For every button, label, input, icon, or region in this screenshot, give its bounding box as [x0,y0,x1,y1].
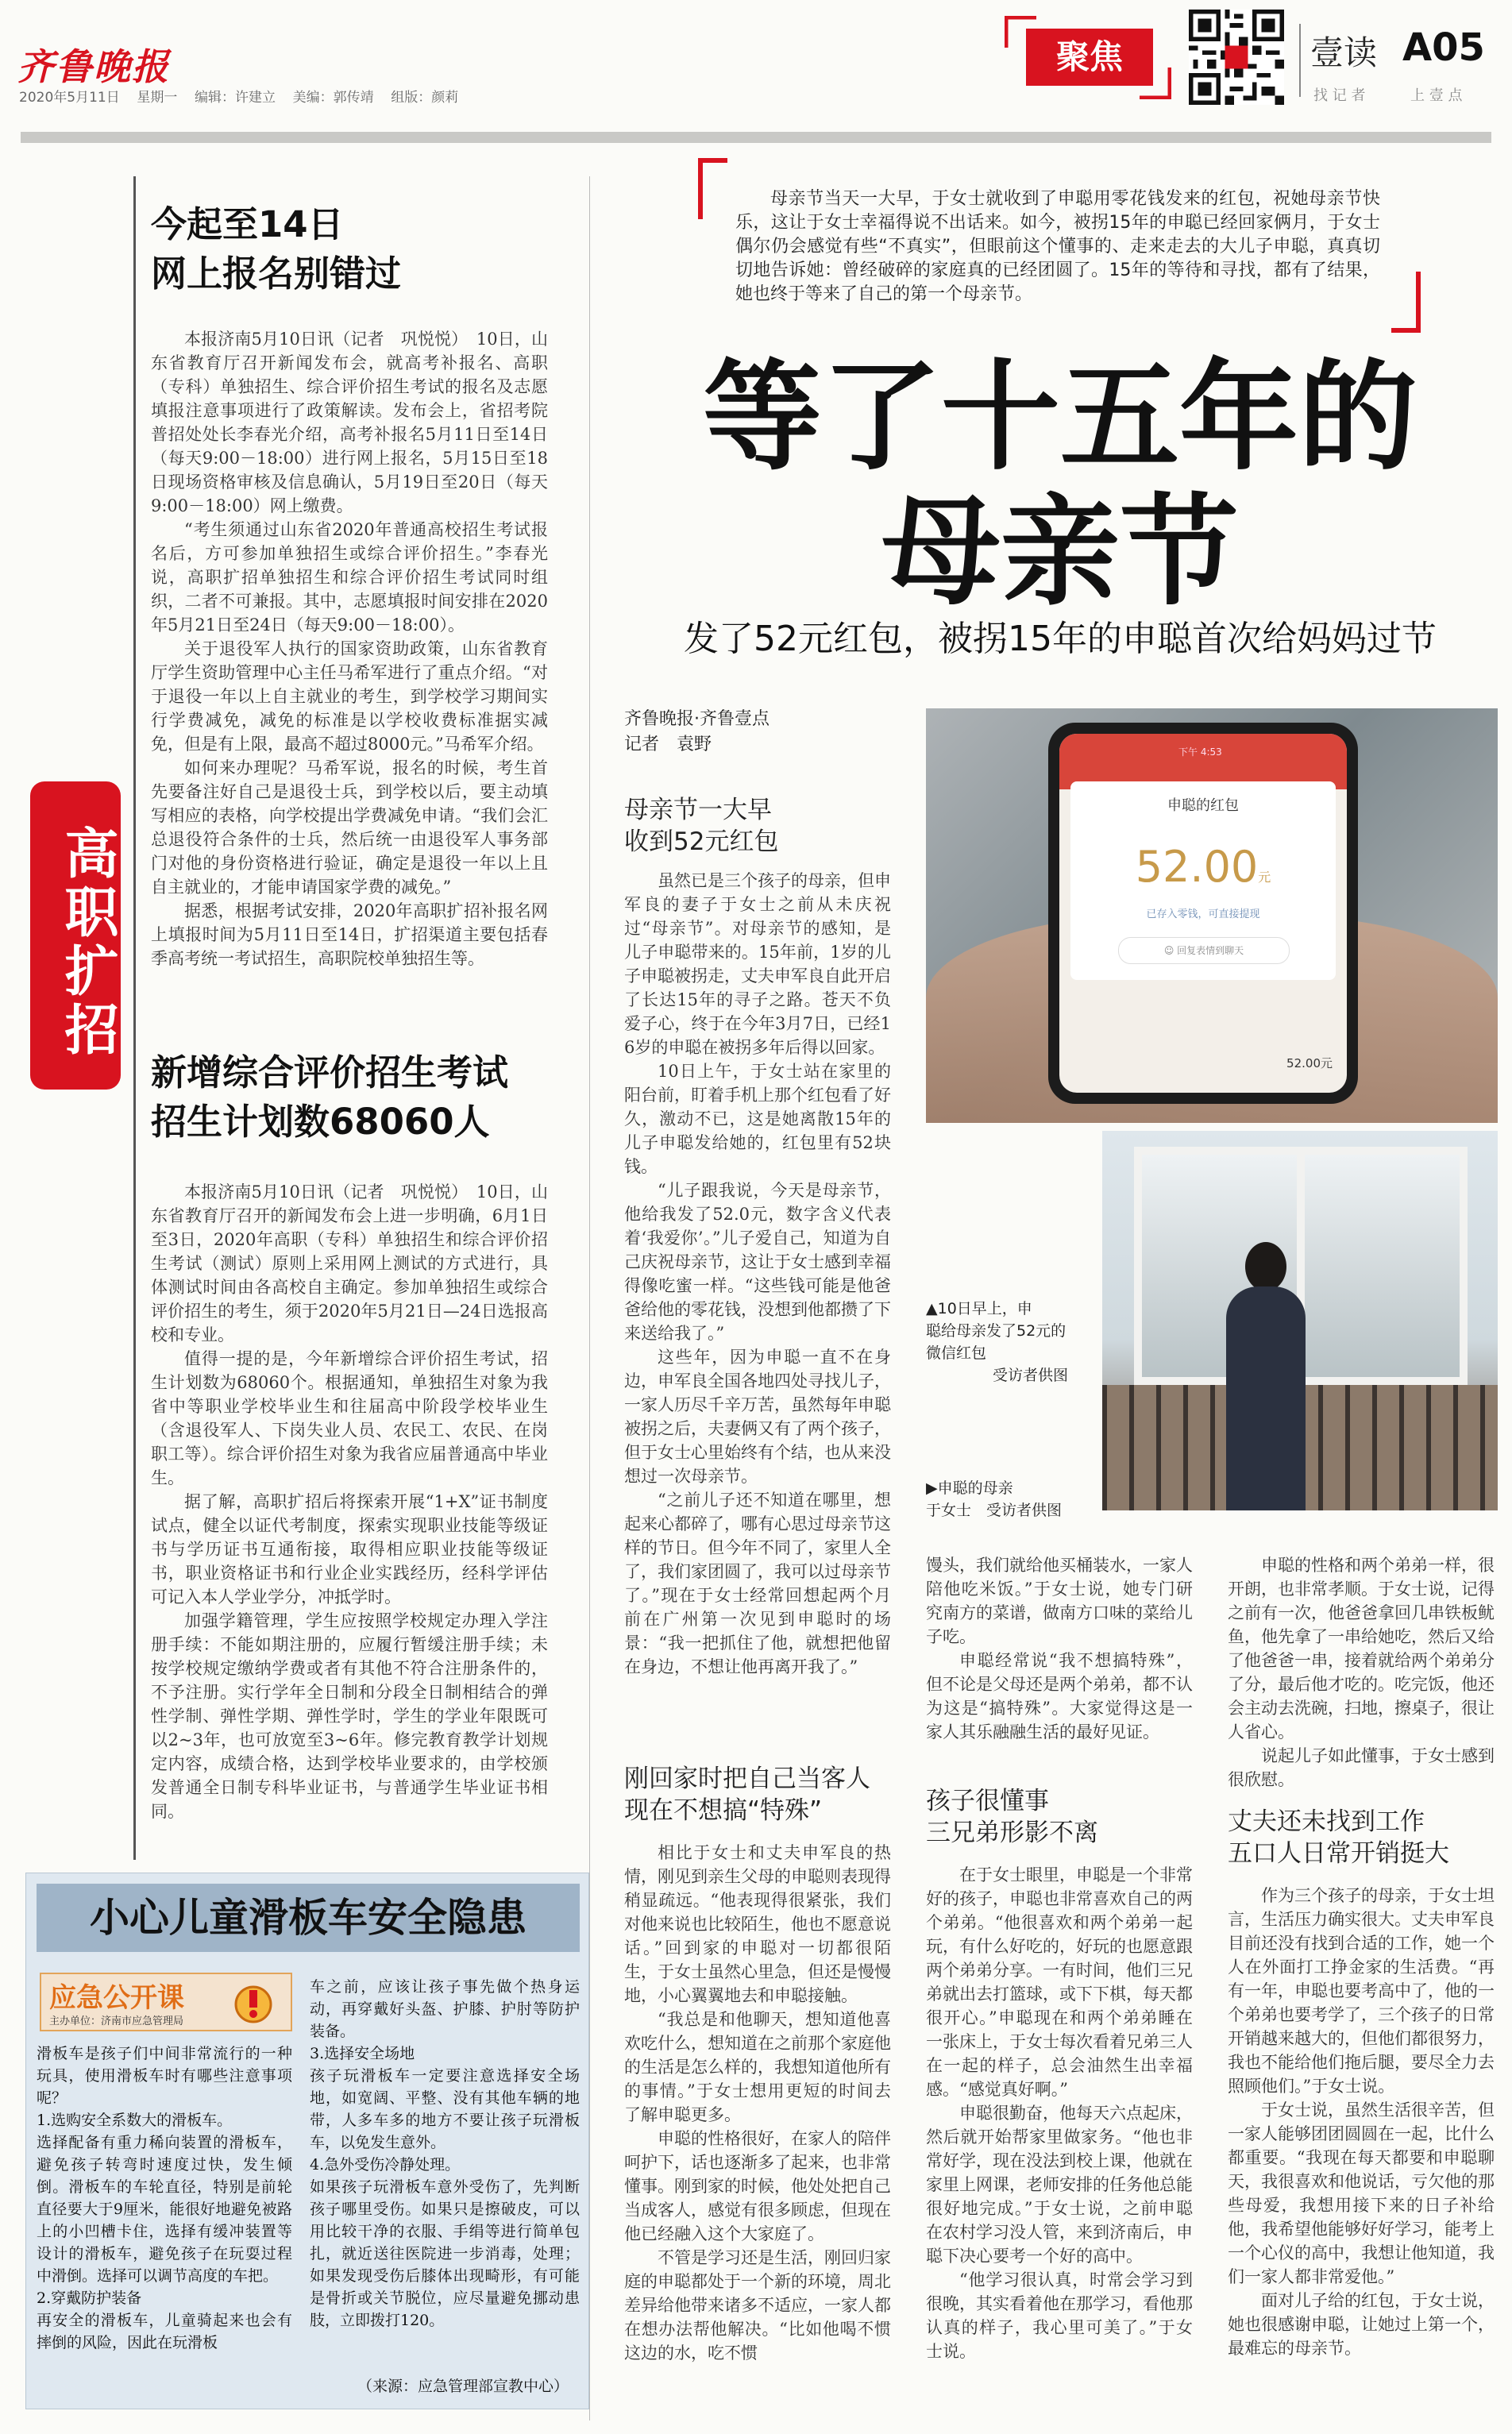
phone-status: 下午 4:53 [1178,746,1222,758]
phone-card [1070,781,1336,980]
header-layout: 组版：颜莉 [391,90,459,106]
section-tag: 聚焦 [1026,29,1153,86]
phone-input-hint [1118,937,1290,964]
article1-paragraph: “考生须通过山东省2020年普通高校招生考试报名后，方可参加单独招生或综合评价招生。”李春光说，高职扩招单独招生和综合评价招生考试同时组织，二者不可兼报。其中，志愿填报时间安排在2020年5月21日至24日（每天9:00－18:00）。 [151,520,548,635]
header-weekday: 星期一 [137,90,178,106]
story-paragraph: “他学习很认真，时常会学习到很晚，其实看着他在那学习，看他那认真的样子，我心里可美了。”于女士说。 [926,2270,1193,2361]
section1-heading [624,794,778,858]
phone-card-note: 已存入零钱，可直接提现 [1146,908,1260,920]
byline-reporter: 记者 袁野 [624,735,712,754]
safety-logo [40,1973,292,2031]
safety-right-text: 车之前，应该让孩子事先做个热身运动，再穿戴好头盔、护膝、护肘等防护装备。 3.选择安全场地 孩子玩滑板车一定要注意选择安全场地，如宽阔、平整、没有其他车辆的地带，人多车多的地方不要让孩子玩滑板车，以免发生意外。 4.急外受伤冷静处理。 如果孩子玩滑板车意外受伤了，先判断孩子哪里受伤。如果只是擦破皮，可以用比较干净的衣服、手绢等进行简单包扎，就近送往医院进一步消毒，处理；如果发现受伤后膝体出现畸形，有可能是骨折或关节脱位，应尽量避免挪动患肢，立即拨打120。 [310,1978,580,2329]
section3-line2: 三兄弟形影不离 [926,1819,1098,1847]
column-a-bottom [624,1841,891,2365]
qr-code-icon [1189,10,1284,105]
header-art-editor: 美编：郭传靖 [292,90,374,106]
article1-paragraph: 本报济南5月10日讯（记者 巩悦悦） 10日，山东省教育厅召开新闻发布会，就高考补报名、高职（专科）单独招生、综合评价招生考试的报名及志愿填报注意事项进行了政策解读。发布会上，省招考院普招处处长李春光介绍，高考补报名5月11日至14日（每天9:00－18:00）进行网上报名，5月15日至18日现场资格审核及信息确认，5月19日至20日（每天9:00－18:00）网上缴费。 [151,330,548,515]
photo1-caption [926,1298,1068,1387]
header-divider-left [1299,24,1301,97]
story-paragraph: 作为三个孩子的母亲，于女士坦言，生活压力确实很大。丈夫申军良目前还没有找到合适的工作，她一个人在外面打工挣金家的生活费。“再有一年，申聪也要考高中了，他的一个弟弟也要考学了，三个孩子的日常开销越来越大的，但他们都很努力，我也不能给他们拖后腿，要尽全力去照顾他们。”于女士说。 [1228,1886,1495,2096]
section3-heading [926,1785,1098,1849]
vertical-tag: 高职扩招 [30,781,121,1090]
story-paragraph: 申聪的性格和两个弟弟一样，很开朗，也非常孝顺。于女士说，记得之前有一次，他爸爸拿回几串铁板鱿鱼，他先拿了一串给她吃，然后又给了他爸爸一串，接着就给两个弟弟分了分，最后他才吃的。吃完饭，他还会主动去洗碗，扫地，擦桌子，很让人省心。 [1228,1556,1495,1742]
phone-footer-amount: 52.00元 [1286,1056,1333,1070]
alarm-icon [226,1979,281,2027]
article2-title [151,1048,508,1147]
mother-photo [1102,1131,1498,1510]
article2-title-line1: 新增综合评价招生考试 [151,1051,509,1094]
column-b-top [926,1553,1193,1744]
story-paragraph: “我总是和他聊天，想知道他喜欢吃什么，想知道在之前那个家庭他的生活是怎么样的，我想知道他所有的事情。”于女士想用更短的时间去了解申聪更多。 [624,2010,891,2124]
phone-amount-unit: 元 [1258,870,1271,885]
section2-line2: 现在不想搞“特殊” [624,1796,823,1825]
header-date: 2020年5月11日 [19,90,120,106]
section4-line2: 五口人日常开销挺大 [1228,1839,1449,1868]
safety-left-text: 滑板车是孩子们中间非常流行的一种玩具，使用滑板车时有哪些注意事项呢？ 1.选购安全系数大的滑板车。 选择配备有重力稀向装置的滑板车，避免孩子转弯时速度过快，发生倾倒。滑板车的车轮直径，特别是前轮直径要大于9厘米，能很好地避免被路上的小凹槽卡住，选择有缓冲装置等设计的滑板车，避免孩子在玩耍过程中滑倒。选择可以调节高度的车把。 2.穿戴防护装备 再安全的滑板车，儿童骑起来也会有摔倒的风险，因此在玩滑板 [37,2045,292,2351]
story-paragraph: 这些年，因为申聪一直不在身边，申军良全国各地四处寻找儿子，一家人历尽千辛万苦，虽然每年申聪被拐之后，夫妻俩又有了两个孩子，但于女士心里始终有个结，也从来没想过一次母亲节。 [624,1348,891,1486]
phone-amount [1070,842,1336,892]
header-info [19,86,458,106]
corner-bracket-top-left-icon [697,157,729,221]
smile-icon: ☺ [1163,945,1178,956]
story-paragraph: 虽然已是三个孩子的母亲，但申军良的妻子于女士之前从未庆祝过“母亲节”。对母亲节的感知，是儿子申聪带来的。15年前，1岁的儿子申聪被拐走，丈夫申军良自此开启了长达15年的寻子之路。苍天不负爱子心，终于在今年3月7日，已经16岁的申聪在被拐多年后得以回家。 [624,871,891,1057]
caption1-line4: 受访者供图 [993,1367,1069,1384]
phone-input-hint-text: 回复表情到聊天 [1177,945,1244,956]
article1-paragraph: 如何来办理呢？马希军说，报名的时候，考生首先要备注好自己是退役士兵，到学校以后，要主动填写相应的表格，向学校提出学费减免申请。“我们会汇总退役符合条件的士兵，然后统一由退役军人事务部门对他的身份资格进行验证，确定是退役一年以上且自主就业的，才能申请国家学费的减免。” [151,758,548,897]
intro-text: 母亲节当天一大早，于女士就收到了申聪用零花钱发来的红包，祝她母亲节快乐，这让于女士幸福得说不出话来。如今，被拐15年的申聪已经回家俩月，于女士偶尔仍会感觉有些“不真实”，但眼前这个懂事的、走来走去的大儿子申聪，真真切切地告诉她：曾经破碎的家庭真的已经团圆了。15年的等待和寻找，都有了结果，她也终于等来了自己的第一个母亲节。 [735,189,1380,304]
article2-paragraph: 本报济南5月10日讯（记者 巩悦悦） 10日，山东省教育厅召开的新闻发布会上进一步明确，6月1日至3日，2020年高职（专科）单独招生和综合评价招生考试（测试）原则上采用网上测试的方式进行，具体测试时间由各高校自主确定。参加单独招生或综合评价招生的考生，须于2020年5月21日—24日选报高校和专业。 [151,1182,548,1344]
header-editor: 编辑：许建立 [194,90,276,106]
story-paragraph: 在于女士眼里，申聪是一个非常好的孩子，申聪也非常喜欢自己的两个弟弟。“他很喜欢和两个弟弟一起玩，有什么好吃的，好玩的也愿意跟两个弟弟分享。一有时间，他们三兄弟就出去打篮球，或下下棋，每天都很开心。”申聪现在和两个弟弟睡在一张床上，于女士每次看着兄弟三人在一起的样子，总会油然生出幸福感。“感觉真好啊。” [926,1865,1193,2099]
article1-paragraph: 据悉，根据考试安排，2020年高职扩招补报名网上填报时间为5月11日至14日，扩招渠道主要包括春季高考统一考试招生，高职院校单独招生等。 [151,901,548,968]
section1-line1: 母亲节一大早 [624,796,772,824]
caption1-line2: 聪给母亲发了52元的 [926,1322,1066,1340]
section4-line1: 丈夫还未找到工作 [1228,1807,1425,1836]
safety-logo-sub: 主办单位：济南市应急管理局 [49,2015,184,2027]
article1-title [151,200,401,299]
phone-card-title: 申聪的红包 [1167,797,1239,814]
story-paragraph: 馒头，我们就给他买桶装水，一家人陪他吃米饭。”于女士说，她专门研究南方的菜谱，做南方口味的菜给儿子吃。 [926,1556,1193,1646]
section1-line2: 收到52元红包 [624,827,779,856]
story-paragraph: 申聪经常说“我不想搞特殊”，但不论是父母还是两个弟弟，都不认为这是“搞特殊”。大家觉得这是一家人其乐融融生活的最好见证。 [926,1651,1193,1742]
corner-bracket-bottom-right-icon [1390,270,1421,334]
subheadline: 发了52元红包，被拐15年的申聪首次给妈妈过节 [684,619,1437,659]
column-name: 壹读 [1310,33,1378,72]
section3-line1: 孩子很懂事 [926,1787,1049,1815]
headline-line1: 等了十五年的 [702,347,1418,487]
section2-line1: 刚回家时把自己当客人 [624,1765,870,1793]
left-column-rule [133,176,136,1860]
phone-body [1048,723,1358,1104]
column-a-top [624,869,891,1679]
story-paragraph: 面对儿子给的红包，于女士说，她也很感谢申聪，让她过上第一个，最难忘的母亲节。 [1228,2291,1495,2358]
phone-photo [926,708,1498,1123]
article1-title-line2: 网上报名别错过 [151,253,402,295]
woman-figure [1221,1242,1309,1510]
caption1-line3: 微信红包 [926,1344,987,1362]
story-paragraph: 不管是学习还是生活，刚回归家庭的申聪都处于一个新的环境，周北差异给他带来诸多不适应，一家人都在想办法帮他解决。“比如他喝不惯这边的水，吃不惯 [624,2248,891,2363]
phone-screen [1059,734,1347,1093]
story-paragraph: 相比于女士和丈夫申军良的热情，刚见到亲生父母的申聪则表现得稍显疏远。“他表现得很紧张，我们对他来说也比较陌生，他也不愿意说话。”回到家的申聪对一切都很陌生，于女士虽然心里急，但还是慢慢地，小心翼翼地去和申聪接触。 [624,1843,891,2005]
caption2-line1: ▶申聪的母亲 [926,1479,1013,1497]
article2-title-line2: 招生计划数68060人 [151,1101,490,1143]
story-paragraph: 说起儿子如此懂事，于女士感到很欣慰。 [1228,1746,1495,1789]
story-paragraph: “之前儿子还不知道在哪里，想起来心都碎了，哪有心思过母亲节这样的节日。但今年不同了，家里人全了，我们家团圆了，我可以过母亲节了。”现在于女士经常回想起两个月前在广州第一次见到申聪时的场景：“我一把抓住了他，就想把他留在身边，不想让他再离开我了。” [624,1491,891,1676]
column-sub-right: 上 壹 点 [1410,87,1463,104]
article1-title-line1: 今起至14日 [151,203,344,245]
safety-source: （来源：应急管理部宣教中心） [357,2378,569,2395]
story-paragraph: 10日上午，于女士站在家里的阳台前，盯着手机上那个红包看了好久，激动不已，这是她离散15年的儿子申聪发给她的，红包里有52块钱。 [624,1062,891,1176]
phone-amount-value: 52.00 [1135,842,1259,892]
woman-head [1245,1242,1286,1291]
story-paragraph: “儿子跟我说，今天是母亲节，他给我发了52.0元，数字含义代表着‘我爱你’。”儿子爱自己，知道为自己庆祝母亲节，这让于女士感到幸福得像吃蜜一样。“这些钱可能是他爸爸给他的零花钱，没想到他都攒了下来送给我了。” [624,1181,891,1343]
byline-outlet: 齐鲁晚报·齐鲁壹点 [624,709,770,729]
column-b-bottom [926,1863,1193,2363]
article1-paragraph: 关于退役军人执行的国家资助政策，山东省教育厅学生资助管理中心主任马希军进行了重点介绍。“对于退役一年以上自主就业的考生，到学校学习期间实行学费减免，减免的标准是以学校收费标准据实减免，但是有上限，最高不超过8000元。”马希军介绍。 [151,639,548,754]
article1-body [151,327,548,970]
caption1-line1: ▲10日早上，申 [926,1300,1032,1317]
section2-heading [624,1763,870,1826]
article2-body [151,1180,548,1823]
photo2-caption [926,1477,1062,1522]
article2-paragraph: 据了解，高职扩招后将探索开展“1+X”证书制度试点，健全以证代考制度，探索实现职业技能等级证书与学历证书互通衔接，取得相应职业技能等级证书，职业资格证书和行业企业实践经历，经科学评估可记入本人学业学分，冲抵学时。 [151,1492,548,1607]
masthead-logo: 齐鲁晚报 [17,45,170,88]
column-c-top [1228,1553,1495,1792]
safety-logo-main: 应急公开课 [49,1982,184,2014]
article2-paragraph: 加强学籍管理，学生应按照学校规定办理入学注册手续：不能如期注册的，应履行暂缓注册手续；未按学校规定缴纳学费或者有其他不符合注册条件的，不予注册。实行学年全日制和分段全日制相结合的弹性学制、弹性学期、弹性学时，学生的学业年限既可以2~3年，也可放宽至3~6年。修完教育教学计划规定内容，成绩合格，达到学校毕业要求的，由学校颁发普通全日制专科毕业证书，与普通学生毕业证书相同。 [151,1611,548,1821]
story-paragraph: 申聪的性格很好，在家人的陪伴呵护下，话也逐渐多了起来，也非常懂事。刚到家的时候，他处处把自己当成客人，感觉有很多顾虑，但现在他已经融入这个大家庭了。 [624,2129,891,2243]
byline [624,707,770,758]
safety-box-title: 小心儿童滑板车安全隐患 [37,1884,580,1952]
article2-paragraph: 值得一提的是，今年新增综合评价招生考试，招生计划数为68060个。根据通知，单独招生对象为我省中等职业学校毕业生和往届高中阶段学校毕业生（含退役军人、下岗失业人员、农民工、农民、在岗职工等）。综合评价招生对象为我省应届普通高中毕业生。 [151,1349,548,1487]
header-rule [21,132,1491,143]
headline [619,347,1501,622]
story-paragraph: 申聪很勤奋，他每天六点起床，然后就开始帮家里做家务。“他也非常好学，现在没法到校上课，他就在家里上网课，老师安排的任务他总能很好地完成。”于女士说，之前申聪在农村学习没人管，来到济南后，申聪下决心要考一个好的高中。 [926,2104,1193,2266]
section4-heading [1228,1806,1449,1869]
column-c-bottom [1228,1884,1495,2360]
column-sub-left: 找 记 者 [1313,87,1366,104]
caption2-line2: 于女士 受访者供图 [926,1502,1063,1519]
column-divider [589,176,590,2420]
story-paragraph: 于女士说，虽然生活很辛苦，但一家人能够团团圆圆在一起，比什么都重要。“我现在每天都要和申聪聊天，我很喜欢和他说话，亏欠他的那些母爱，我想用接下来的日子补给他，我希望他能够好好学习，能考上一个心仪的高中，我想让他知道，我们一家人都非常爱他。” [1228,2100,1495,2286]
headline-line2: 母亲节 [881,482,1239,622]
page-number: A05 [1402,25,1485,70]
woman-body [1226,1286,1306,1510]
